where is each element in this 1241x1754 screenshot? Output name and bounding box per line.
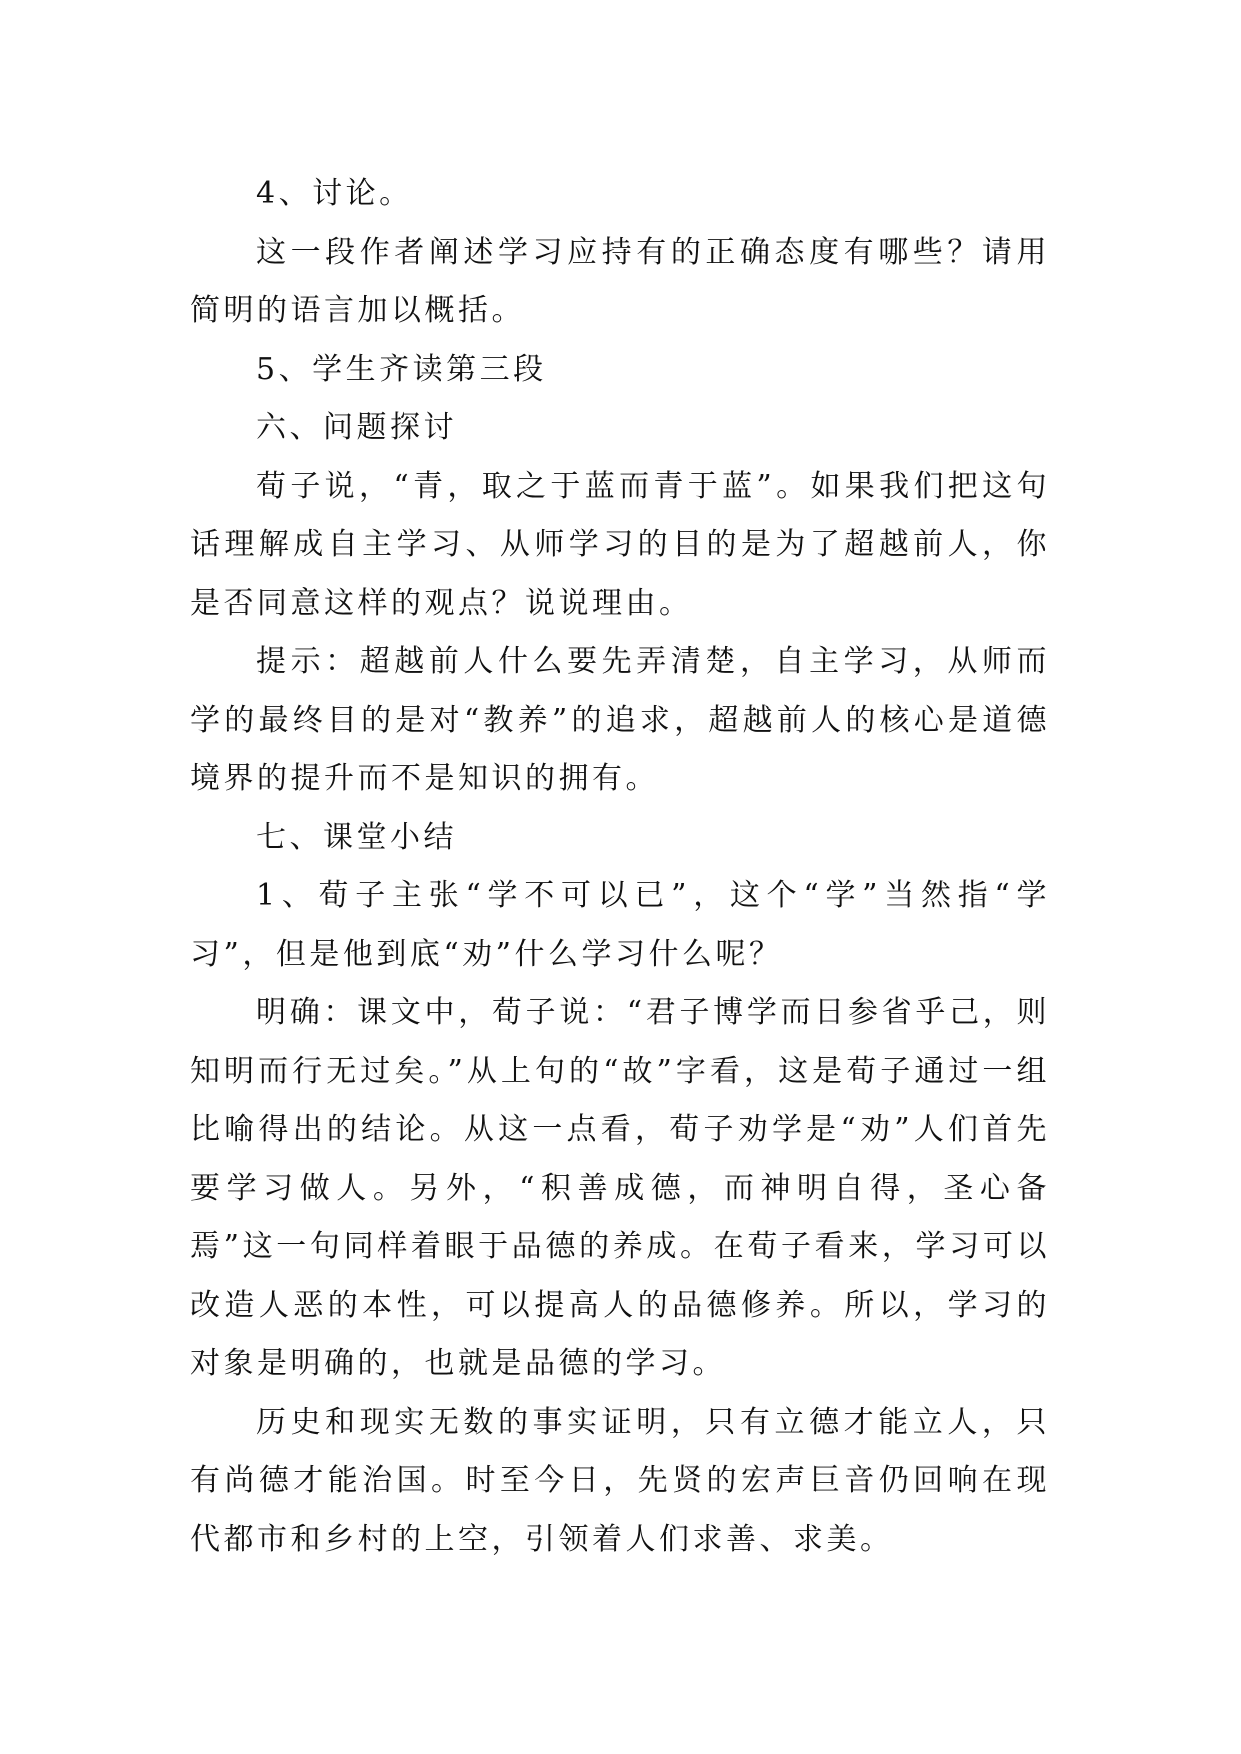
- paragraph-summary-question: 1、荀子主张“学不可以已”，这个“学”当然指“学习”，但是他到底“劝”什么学习什么呢？: [190, 878, 1050, 972]
- section-heading-class-summary: 七、课堂小结: [256, 819, 457, 855]
- paragraph-xunzi-question: 荀子说，“青，取之于蓝而青于蓝”。如果我们把这句话理解成自主学习、从师学习的目的是为了超越前人，你是否同意这样的观点？说说理由。: [190, 468, 1050, 621]
- paragraph-conclusion: 历史和现实无数的事实证明，只有立德才能立人，只有尚德才能治国。时至今日，先贤的宏声巨音仍回响在现代都市和乡村的上空，引领着人们求善、求美。: [190, 1404, 1050, 1557]
- paragraph-clarification: 明确：课文中，荀子说：“君子博学而日参省乎己，则知明而行无过矣。”从上句的“故”字看，这是荀子通过一组比喻得出的结论。从这一点看，荀子劝学是“劝”人们首先要学习做人。另外，“积善成德，而神明自得，圣心备焉”这一句同样着眼于品德的养成。在荀子看来，学习可以改造人恶的本性，可以提高人的品德修养。所以，学习的对象是明确的，也就是品德的学习。: [190, 995, 1050, 1381]
- section-heading-problem-discussion: 六、问题探讨: [256, 410, 457, 445]
- paragraph-read-aloud: 5、学生齐读第三段: [256, 351, 547, 387]
- document-body: [190, 165, 1050, 1569]
- paragraph-discussion-heading: 4、讨论。: [256, 176, 413, 211]
- paragraph-discussion-question: 这一段作者阐述学习应持有的正确态度有哪些？请用简明的语言加以概括。: [190, 234, 1050, 328]
- paragraph-hint: 提示：超越前人什么要先弄清楚，自主学习，从师而学的最终目的是对“教养”的追求，超越前人的核心是道德境界的提升而不是知识的拥有。: [190, 644, 1050, 796]
